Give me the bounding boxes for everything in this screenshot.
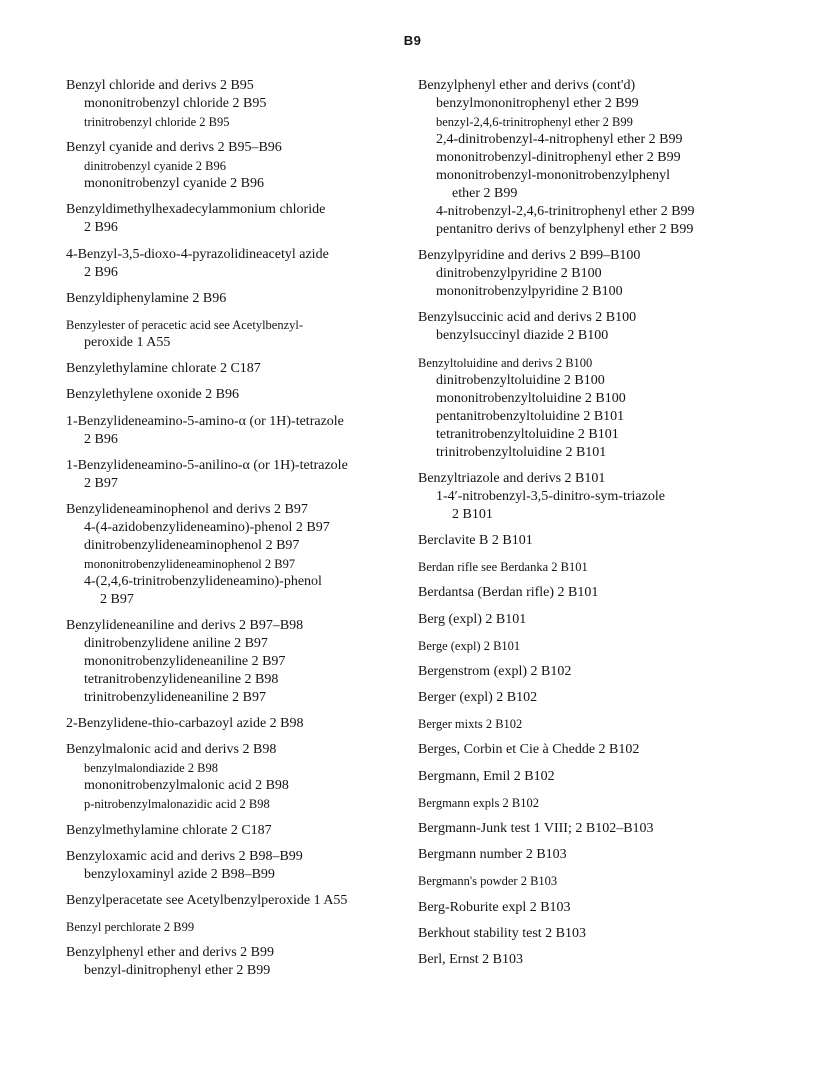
index-heading-line: 1-Benzylideneamino-5-amino-α (or 1H)-tetrazole — [66, 413, 344, 429]
index-entry — [418, 951, 763, 969]
index-subentry-line: trinitrobenzyltoluidine 2 B101 — [436, 444, 607, 460]
index-entry — [66, 501, 411, 609]
index-subentry-line: mononitrobenzylmalonic acid 2 B98 — [84, 778, 289, 794]
index-subentry-line: 2 B96 — [84, 220, 118, 236]
index-subentry-line: benzyl-2,4,6-trinitrophenyl ether 2 B99 — [436, 115, 633, 129]
index-heading-line: Bergmann number 2 B103 — [418, 847, 567, 863]
index-entry — [418, 470, 763, 524]
index-heading-line: Benzylideneaminophenol and derivs 2 B97 — [66, 501, 308, 517]
index-subentry-line: dinitrobenzyltoluidine 2 B100 — [436, 372, 605, 388]
index-heading-line: Berger mixts 2 B102 — [418, 717, 523, 732]
index-heading-line: Benzyltoluidine and derivs 2 B100 — [418, 355, 593, 370]
index-entry — [66, 77, 411, 131]
index-entry — [418, 247, 763, 301]
index-heading-line: 2-Benzylidene-thio-carbazoyl azide 2 B98 — [66, 716, 304, 732]
index-heading-line: Bergmann, Emil 2 B102 — [418, 768, 555, 784]
index-heading-line: Berclavite B 2 B101 — [418, 532, 533, 548]
index-subentry-line: dinitrobenzyl cyanide 2 B96 — [84, 159, 226, 174]
index-heading-line: Benzyl chloride and derivs 2 B95 — [66, 78, 254, 93]
index-heading-line: Berl, Ernst 2 B103 — [418, 951, 523, 967]
index-entry — [66, 848, 411, 884]
index-entry — [418, 611, 763, 629]
index-entry — [418, 899, 763, 917]
index-subentry-line: benzyl-dinitrophenyl ether 2 B99 — [84, 963, 271, 979]
index-entry — [418, 925, 763, 943]
index-entry — [418, 309, 763, 345]
index-subentry-line: trinitrobenzyl chloride 2 B95 — [84, 115, 230, 129]
index-subentry-line: trinitrobenzylideneaniline 2 B97 — [84, 690, 266, 706]
index-subentry-line: mononitrobenzyl chloride 2 B95 — [84, 96, 267, 111]
index-heading-line: Benzyltriazole and derivs 2 B101 — [418, 470, 606, 486]
index-entry — [66, 944, 411, 980]
index-subentry-line: benzylmalondiazide 2 B98 — [84, 761, 218, 776]
index-subentry-line: p-nitrobenzylmalonazidic acid 2 B98 — [84, 797, 270, 812]
index-entry — [66, 386, 411, 404]
index-entry — [66, 413, 411, 449]
index-heading-line: Berg (expl) 2 B101 — [418, 611, 527, 627]
index-subentry-line: tetranitrobenzylideneaniline 2 B98 — [84, 672, 279, 688]
index-subentry-line: 2 B97 — [84, 475, 118, 491]
index-heading-line: Benzylmethylamine chlorate 2 C187 — [66, 822, 272, 838]
index-subentry-line: pentanitro derivs of benzylphenyl ether 2 B99 — [436, 222, 694, 237]
index-entry — [66, 316, 411, 352]
index-entry — [66, 246, 411, 282]
index-entry — [418, 872, 763, 890]
index-subentry-line: mononitrobenzylideneaniline 2 B97 — [84, 654, 286, 670]
index-subentry-line: benzyloxaminyl azide 2 B98–B99 — [84, 866, 275, 882]
index-entry — [418, 846, 763, 864]
index-heading-line: Berger (expl) 2 B102 — [418, 690, 538, 706]
index-column-left — [66, 77, 411, 989]
index-subentry-line: 2 B101 — [452, 506, 493, 522]
index-heading-line: Benzyl cyanide and derivs 2 B95–B96 — [66, 140, 282, 156]
index-subentry-line: mononitrobenzyl-dinitrophenyl ether 2 B99 — [436, 150, 681, 165]
index-heading-line: Benzylphenyl ether and derivs (cont'd) — [418, 78, 636, 93]
index-heading-line: 4-Benzyl-3,5-dioxo-4-pyrazolidineacetyl azide — [66, 246, 329, 262]
index-entry — [418, 741, 763, 759]
index-heading-line: Bergmann's powder 2 B103 — [418, 874, 558, 889]
index-heading-line: Berkhout stability test 2 B103 — [418, 925, 586, 941]
index-entry — [418, 768, 763, 786]
index-subentry-line: mononitrobenzyl-mononitrobenzylphenyl — [436, 168, 671, 183]
index-heading-line: Benzylphenyl ether and derivs 2 B99 — [66, 945, 275, 961]
index-heading-line: Benzylperacetate see Acetylbenzylperoxide 1 A55 — [66, 893, 348, 908]
page-number: B9 — [403, 33, 422, 48]
index-subentry-line: 2 B96 — [84, 264, 118, 280]
index-entry — [66, 892, 411, 910]
index-entry — [66, 741, 411, 813]
index-heading-line: Berdantsa (Berdan rifle) 2 B101 — [418, 585, 599, 601]
index-heading-line: Benzylester of peracetic acid see Acetylbenzyl- — [66, 317, 304, 332]
index-heading-line: Benzyldimethylhexadecylammonium chloride — [66, 202, 326, 218]
index-heading-line: Berges, Corbin et Cie à Chedde 2 B102 — [418, 742, 640, 758]
index-subentry-line: ether 2 B99 — [452, 186, 518, 201]
index-subentry-line: mononitrobenzyl cyanide 2 B96 — [84, 176, 265, 192]
index-subentry-line: 1-4′-nitrobenzyl-3,5-dinitro-sym-triazole — [436, 488, 665, 504]
index-heading-line: Berdan rifle see Berdanka 2 B101 — [418, 560, 588, 575]
index-entry — [418, 663, 763, 681]
index-heading-line: Benzylmalonic acid and derivs 2 B98 — [66, 742, 277, 758]
index-entry — [418, 820, 763, 838]
index-entry — [418, 689, 763, 707]
index-heading-line: Benzyldiphenylamine 2 B96 — [66, 290, 227, 306]
index-heading-line: Benzylideneaniline and derivs 2 B97–B98 — [66, 618, 304, 634]
index-entry — [66, 360, 411, 378]
index-entry — [66, 822, 411, 840]
index-subentry-line: 2,4-dinitrobenzyl-4-nitrophenyl ether 2 B99 — [436, 132, 683, 147]
index-heading-line: Bergenstrom (expl) 2 B102 — [418, 663, 572, 679]
index-heading-line: Bergmann-Junk test 1 VIII; 2 B102–B103 — [418, 821, 654, 836]
index-entry — [66, 290, 411, 308]
index-heading-line: Berg-Roburite expl 2 B103 — [418, 899, 571, 915]
index-entry — [66, 457, 411, 493]
index-heading-line: Benzylethylene oxonide 2 B96 — [66, 387, 240, 403]
index-heading-line: 1-Benzylideneamino-5-anilino-α (or 1H)-tetrazole — [66, 457, 348, 473]
index-entry — [418, 532, 763, 550]
index-subentry-line: mononitrobenzylpyridine 2 B100 — [436, 284, 623, 300]
index-heading-line: Benzylsuccinic acid and derivs 2 B100 — [418, 310, 637, 326]
index-subentry-line: mononitrobenzyltoluidine 2 B100 — [436, 390, 626, 406]
index-entry — [418, 354, 763, 462]
index-entry — [66, 715, 411, 733]
index-column-right — [418, 77, 763, 977]
index-subentry-line: 4-(4-azidobenzylideneamino)-phenol 2 B97 — [84, 519, 330, 535]
index-entry — [418, 558, 763, 576]
index-entry — [66, 918, 411, 936]
index-entry — [418, 584, 763, 602]
index-entry — [418, 715, 763, 733]
index-heading-line: Berge (expl) 2 B101 — [418, 638, 521, 653]
index-subentry-line: 2 B97 — [100, 591, 134, 607]
index-heading-line: Benzylpyridine and derivs 2 B99–B100 — [418, 248, 641, 264]
index-entry — [66, 617, 411, 707]
index-subentry-line: 4-nitrobenzyl-2,4,6-trinitrophenyl ether 2 B99 — [436, 204, 695, 219]
index-subentry-line: mononitrobenzylideneaminophenol 2 B97 — [84, 556, 296, 571]
index-subentry-line: benzylmononitrophenyl ether 2 B99 — [436, 96, 639, 111]
index-subentry-line: pentanitrobenzyltoluidine 2 B101 — [436, 408, 625, 424]
index-subentry-line: tetranitrobenzyltoluidine 2 B101 — [436, 426, 619, 442]
index-subentry-line: dinitrobenzylidene aniline 2 B97 — [84, 636, 268, 652]
index-heading-line: Bergmann expls 2 B102 — [418, 795, 539, 810]
index-subentry-line: 4-(2,4,6-trinitrobenzylideneamino)-phenol — [84, 573, 322, 589]
index-heading-line: Benzyloxamic acid and derivs 2 B98–B99 — [66, 848, 303, 864]
index-heading-line: Benzyl perchlorate 2 B99 — [66, 920, 195, 935]
index-entry — [66, 139, 411, 193]
index-entry — [418, 77, 763, 239]
index-entry — [418, 637, 763, 655]
index-subentry-line: 2 B96 — [84, 431, 118, 447]
index-entry — [418, 794, 763, 812]
index-subentry-line: dinitrobenzylpyridine 2 B100 — [436, 266, 602, 282]
index-subentry-line: peroxide 1 A55 — [84, 334, 171, 350]
index-heading-line: Benzylethylamine chlorate 2 C187 — [66, 361, 261, 377]
index-subentry-line: dinitrobenzylideneaminophenol 2 B97 — [84, 537, 300, 553]
index-entry — [66, 201, 411, 237]
index-subentry-line: benzylsuccinyl diazide 2 B100 — [436, 328, 609, 344]
